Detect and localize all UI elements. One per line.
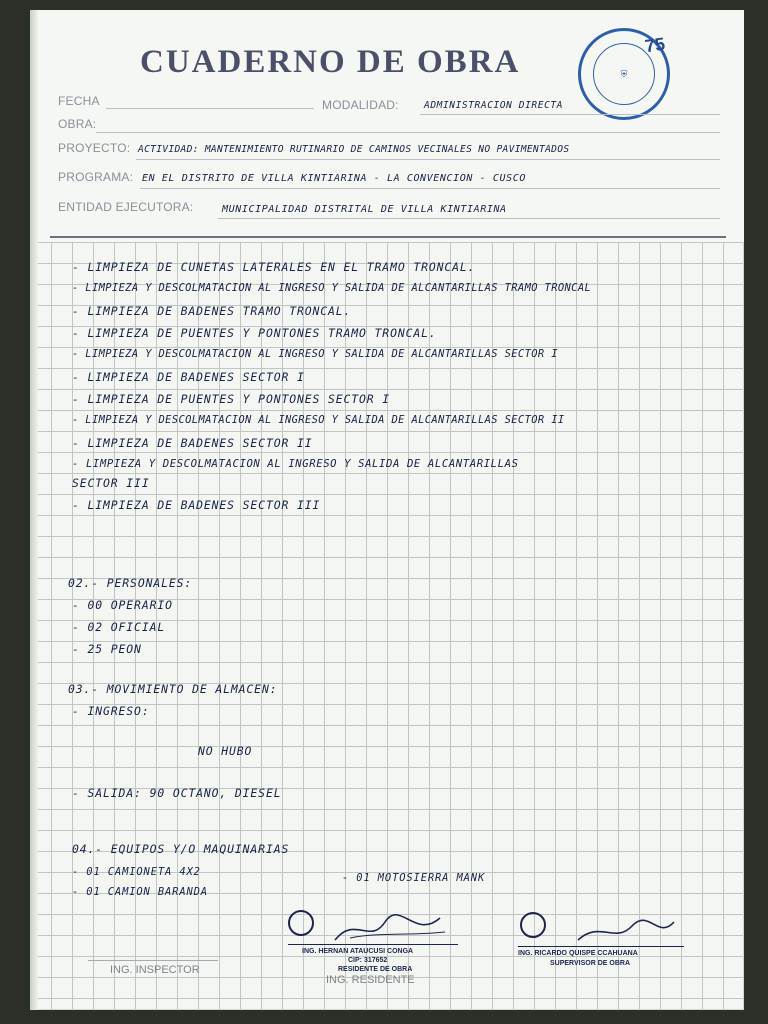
task-item: - LIMPIEZA Y DESCOLMATACION AL INGRESO Y SALIDA DE ALCANTARILLAS SECTOR II [72,414,565,426]
task-item: - LIMPIEZA Y DESCOLMATACION AL INGRESO Y SALIDA DE ALCANTARILLAS TRAMO TRONCAL [72,282,592,294]
resident-cip: CIP: 317652 [348,957,388,964]
task-item: - LIMPIEZA DE BADENES TRAMO TRONCAL. [72,304,352,318]
supervisor-sig-line [518,946,684,947]
task-item: - LIMPIEZA Y DESCOLMATACION AL INGRESO Y SALIDA DE ALCANTARILLAS SECTOR I [72,348,558,360]
entidad-label: ENTIDAD EJECUTORA: [58,200,194,214]
binding-edge [30,10,38,1010]
personal-item: - 02 OFICIAL [72,620,166,634]
notebook-page [30,10,744,1010]
task-item: - LIMPIEZA Y DESCOLMATACION AL INGRESO Y SALIDA DE ALCANTARILLAS [72,458,519,470]
almacen-heading: 03.- MOVIMIENTO DE ALMACEN: [68,682,278,696]
personal-heading: 02.- PERSONALES: [68,576,193,590]
fecha-label: FECHA [58,94,100,108]
equipos-heading: 04.- EQUIPOS Y/O MAQUINARIAS [72,842,290,856]
programa-value: EN EL DISTRITO DE VILLA KINTIARINA - LA CONVENCION - CUSCO [142,173,526,184]
proyecto-value: ACTIVIDAD: MANTENIMIENTO RUTINARIO DE CAMINOS VECINALES NO PAVIMENTADOS [138,144,570,155]
obra-label: OBRA: [58,117,97,131]
equipos-item: - 01 CAMIONETA 4X2 [72,866,201,878]
equipos-item: - 01 MOTOSIERRA MANK [342,872,486,884]
modalidad-label: MODALIDAD: [322,98,399,112]
inspector-line [88,960,218,961]
programa-label: PROGRAMA: [58,170,134,184]
supervisor-name: ING. RICARDO QUISPE CCAHUANA [518,950,638,957]
almacen-ingreso: - INGRESO: [72,704,150,718]
proyecto-label: PROYECTO: [58,141,131,155]
equipos-item: - 01 CAMION BARANDA [72,886,208,898]
personal-item: - 25 PEON [72,642,142,656]
resident-sig-line [288,944,458,945]
task-item: - LIMPIEZA DE BADENES SECTOR II [72,436,313,450]
task-item: - LIMPIEZA DE BADENES SECTOR I [72,370,305,384]
shield-icon: ⛨ [593,43,655,105]
resident-role: RESIDENTE DE OBRA [338,966,413,973]
entidad-value: MUNICIPALIDAD DISTRITAL DE VILLA KINTIARINA [222,204,507,215]
fecha-line [106,108,314,109]
task-item: SECTOR III [72,476,150,490]
supervisor-role: SUPERVISOR DE OBRA [550,960,630,967]
resident-name: ING. HERNAN ATAUCUSI CONGA [302,948,414,955]
programa-line [140,188,720,189]
municipal-stamp [578,28,670,120]
resident-seal-icon [288,910,314,936]
task-item: - LIMPIEZA DE CUNETAS LATERALES EN EL TRAMO TRONCAL. [72,260,476,274]
page-title: CUADERNO DE OBRA [140,44,521,80]
proyecto-line [136,159,720,160]
header-divider [50,236,726,238]
entidad-line [218,218,720,219]
personal-item: - 00 OPERARIO [72,598,173,612]
inspector-label: ING. INSPECTOR [110,964,200,976]
obra-line [96,132,720,133]
task-item: - LIMPIEZA DE BADENES SECTOR III [72,498,321,512]
modalidad-line [420,114,720,115]
supervisor-seal-icon [520,912,546,938]
page-number-stamp: 75 [643,33,667,57]
task-item: - LIMPIEZA DE PUENTES Y PONTONES SECTOR I [72,392,391,406]
almacen-salida: - SALIDA: 90 OCTANO, DIESEL [72,786,282,800]
residente-label: ING. RESIDENTE [326,974,415,986]
almacen-no-hubo: NO HUBO [198,744,253,758]
modalidad-value: ADMINISTRACION DIRECTA [424,100,564,111]
task-item: - LIMPIEZA DE PUENTES Y PONTONES TRAMO TRONCAL. [72,326,437,340]
